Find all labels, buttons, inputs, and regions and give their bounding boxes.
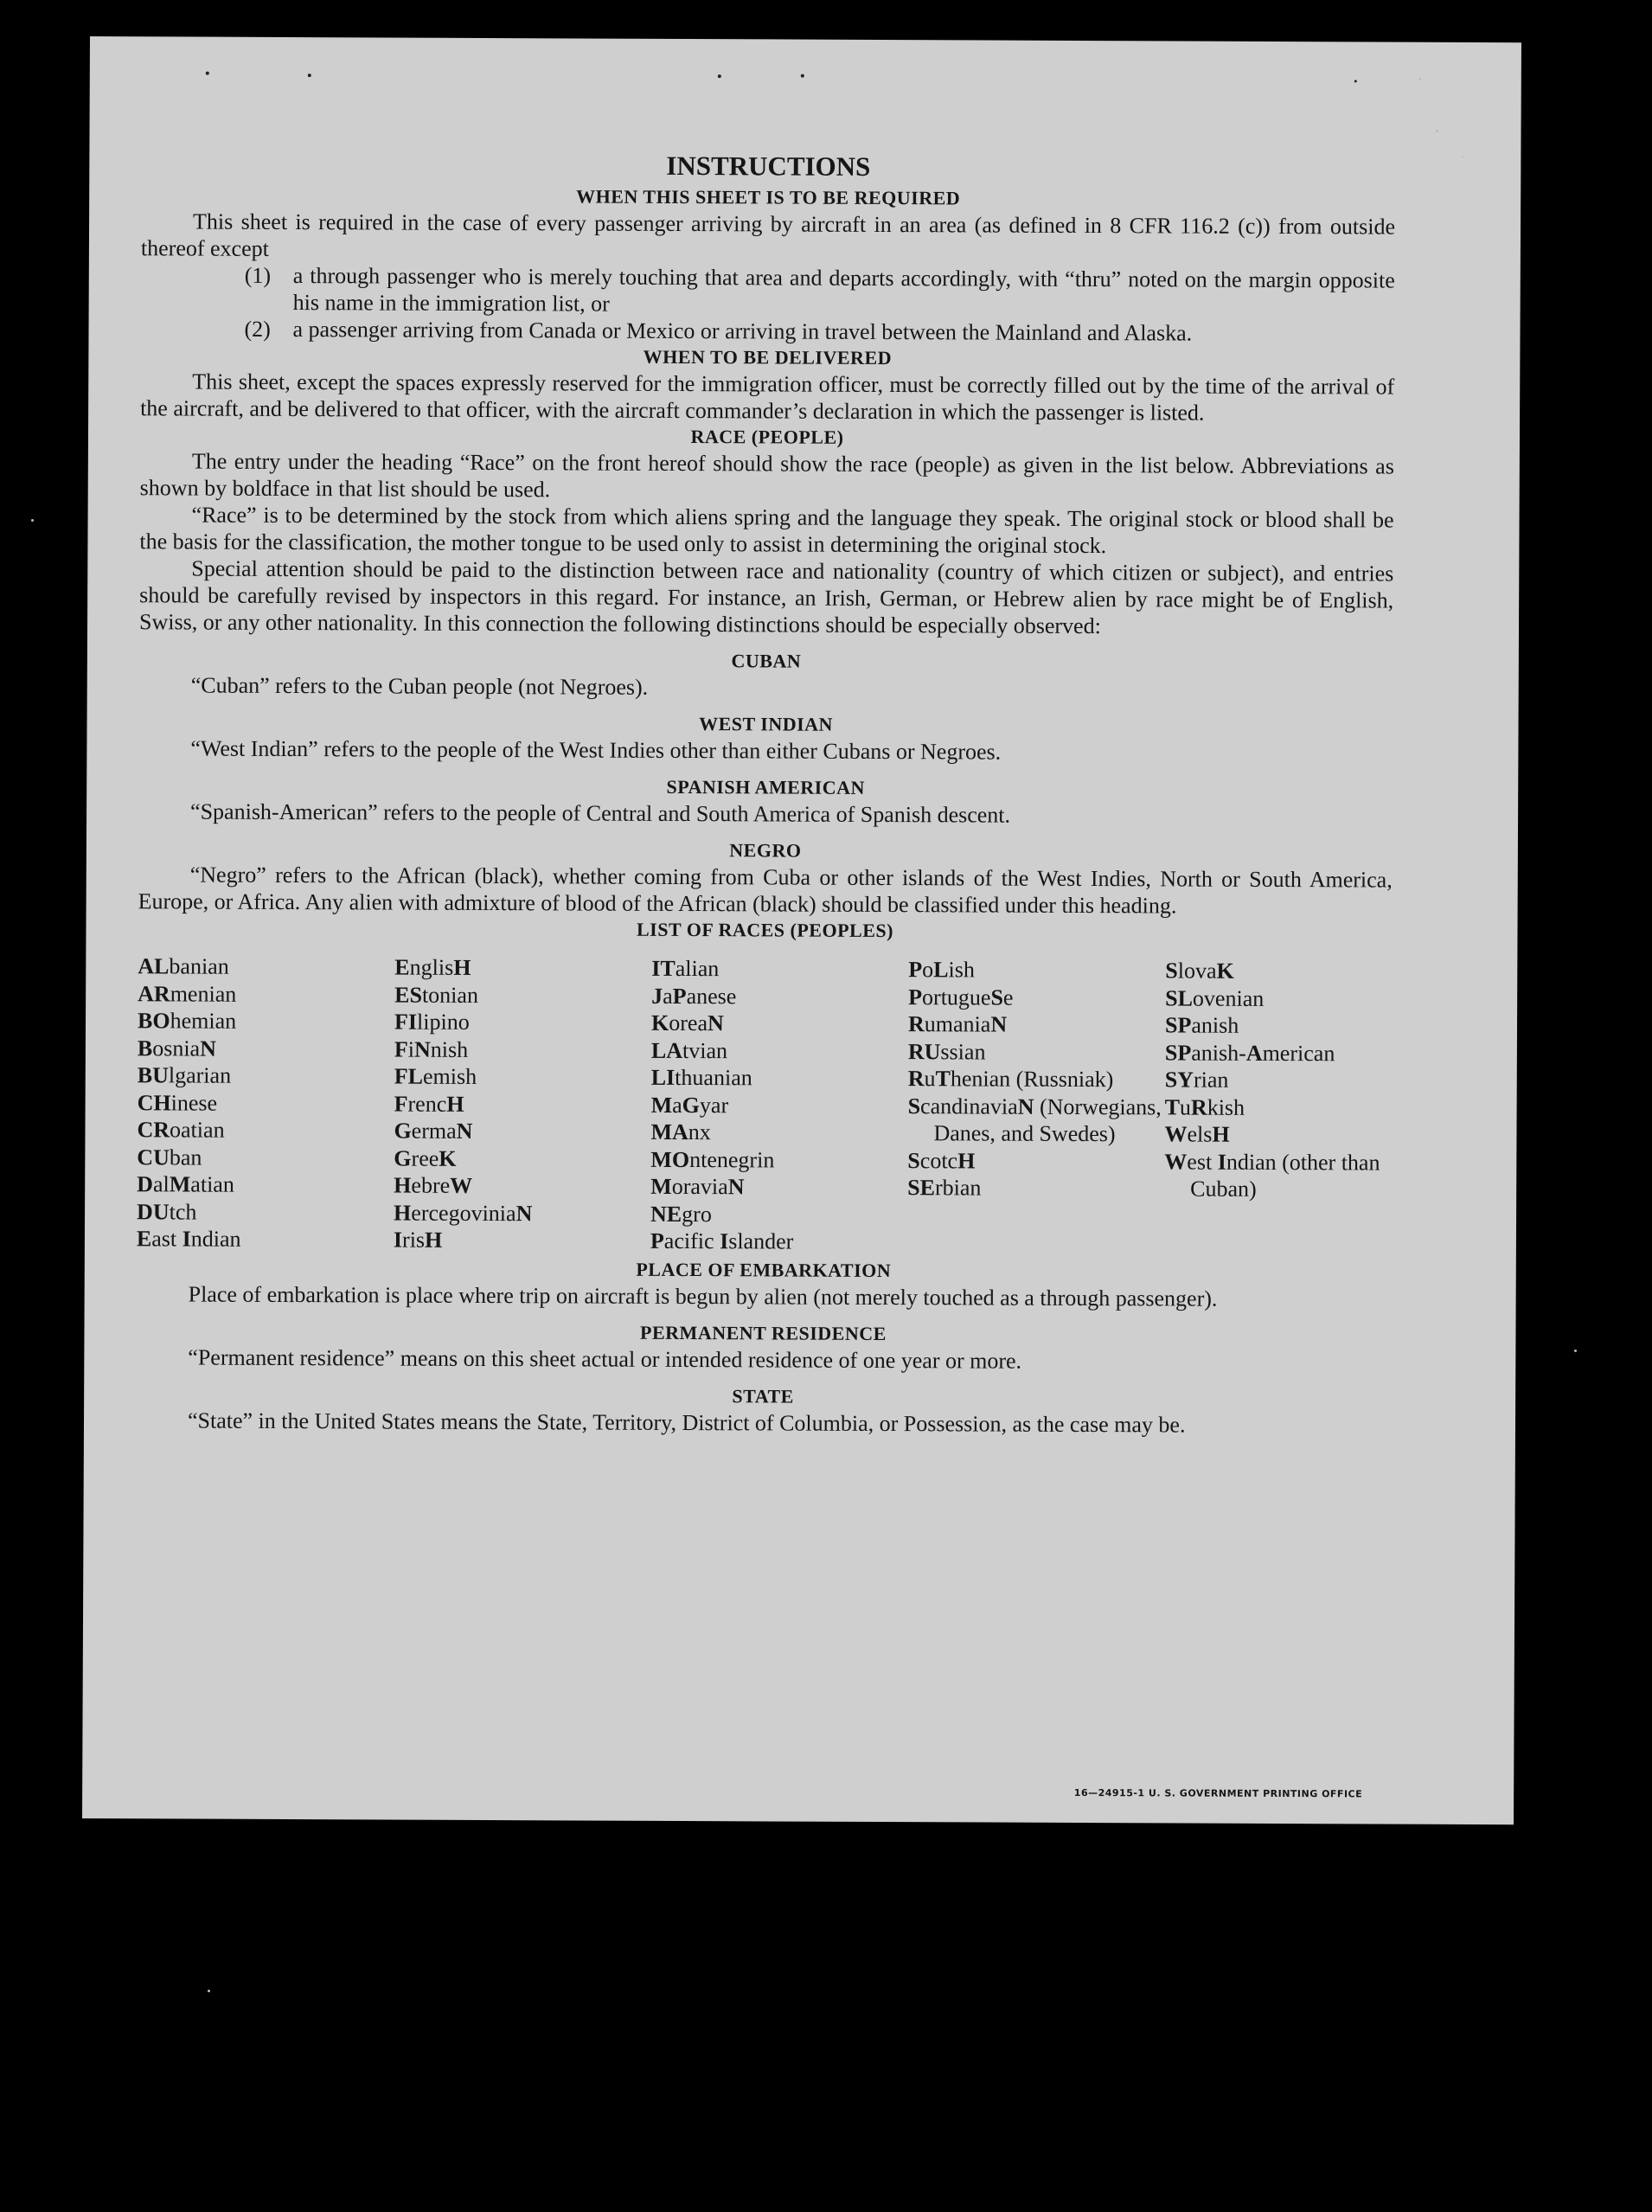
ink-speck [1354, 80, 1357, 82]
exception-item-1 [141, 261, 1395, 320]
instructions-content [136, 147, 1395, 1439]
race-paragraph-2: “Race” is to be determined by the stock from which aliens spring and the language they speak. The original stock or blood shall be the basis for the classification, the mother tongue to be used only to assist in determining the original stock. [139, 502, 1394, 559]
race-item: HercegoviniaN [394, 1200, 533, 1226]
spanish-american-text: “Spanish-American” refers to the people of Central and South America of Spanish descent. [190, 798, 1011, 828]
race-item: EnglisH [394, 954, 471, 980]
race-item: East Indian [136, 1226, 241, 1252]
race-item: PoLish [908, 957, 975, 983]
race-item: RumaniaN [907, 1011, 1008, 1037]
race-item: FLemish [394, 1063, 477, 1089]
exception-text: a through passenger who is merely touching that area and departs accordingly, with “thru” noted on the margin opposite his name in the immigration list, or [292, 263, 1395, 317]
required-intro: This sheet is required in the case of every passenger arriving by aircraft in an area (as defined in 8 CFR 116.2 (c)) from outside thereof except [140, 208, 1396, 261]
race-item: BUlgarian [137, 1062, 232, 1088]
embarkation-text: Place of embarkation is place where trip on aircraft is begun by alien (not merely touched as a through passenger). [188, 1281, 1218, 1311]
races-column-1 [137, 952, 395, 1253]
race-item: TuRkish [1164, 1093, 1245, 1120]
heading-delivered: WHEN TO BE DELIVERED [643, 345, 893, 369]
residence-text: “Permanent residence” means on this sheet actual or intended residence of one year or more. [188, 1344, 1022, 1374]
race-item: ScotcH [907, 1147, 976, 1173]
race-item: ITalian [651, 955, 720, 982]
races-column-4 [907, 956, 1166, 1257]
race-item: Pacific Islander [650, 1228, 794, 1254]
race-item: IrisH [393, 1227, 443, 1253]
printing-office-note: 16—24915-1 U. S. GOVERNMENT PRINTING OFFICE [1073, 1786, 1363, 1800]
race-item: GreeK [394, 1145, 457, 1171]
race-item: MOntenegrin [650, 1146, 775, 1172]
race-item: KoreaN [650, 1010, 724, 1036]
race-item: SLovenian [1165, 984, 1265, 1011]
race-item: LAtvian [650, 1037, 728, 1063]
race-item: ALbanian [138, 953, 229, 979]
races-column-5 [1164, 957, 1423, 1258]
race-item: RUssian [907, 1038, 986, 1065]
races-column-3 [650, 955, 909, 1256]
races-list [137, 952, 1392, 1258]
heading-negro: NEGRO [729, 839, 802, 862]
race-item: CUban [137, 1144, 202, 1170]
exception-number: (1) [244, 262, 272, 288]
race-item: CRoatian [137, 1117, 225, 1143]
race-item: PortugueSe [908, 984, 1014, 1010]
state-text: “State” in the United States means the State, Territory, District of Columbia, or Possession, as the case may be. [187, 1407, 1186, 1438]
race-item: HebreW [394, 1172, 473, 1198]
race-item: CHinese [137, 1089, 218, 1116]
heading-cuban: CUBAN [731, 650, 802, 672]
race-item: JaPanese [651, 983, 737, 1009]
heading-west-indian: WEST INDIAN [699, 713, 834, 735]
race-item: SYrian [1164, 1067, 1229, 1093]
race-item: SErbian [907, 1175, 982, 1201]
delivered-text: This sheet, except the spaces expressly reserved for the immigration officer, must be correctly filled out by the time of the arrival of the aircraft, and be delivered to that officer, with the aircraft commander’s declaration in which the passenger is listed. [140, 369, 1395, 426]
cuban-text: “Cuban” refers to the Cuban people (not Negroes). [190, 672, 649, 700]
heading-spanish-american: SPANISH AMERICAN [666, 775, 865, 798]
race-item: MaGyar [650, 1092, 729, 1118]
race-item: MAnx [650, 1119, 711, 1145]
dust-speck [208, 1990, 210, 1992]
race-item: SPanish [1164, 1012, 1239, 1038]
race-item: BosniaN [137, 1035, 216, 1061]
dust-speck [1418, 78, 1421, 80]
race-paragraph-1: The entry under the heading “Race” on the front hereof should show the race (people) as given in the list below. Abbreviations as shown by boldface in that list should be used. [139, 448, 1394, 503]
race-item: DalMatian [137, 1171, 234, 1197]
heading-residence: PERMANENT RESIDENCE [640, 1321, 887, 1344]
race-item: RuThenian (Russniak) [907, 1066, 1114, 1093]
races-column-2 [394, 954, 652, 1255]
dust-speck [1574, 1350, 1577, 1352]
race-item: NEgro [650, 1201, 712, 1227]
ink-speck [718, 74, 721, 78]
ink-speck [308, 74, 311, 77]
race-item: SlovaK [1165, 958, 1234, 984]
page-title: INSTRUCTIONS [666, 150, 871, 182]
race-item: ARmenian [138, 980, 237, 1007]
dust-speck [1462, 156, 1463, 157]
heading-state: STATE [732, 1384, 794, 1407]
ink-speck [801, 74, 804, 78]
west-indian-text: “West Indian” refers to the people of the West Indies other than either Cubans or Negroes. [190, 735, 1002, 765]
ink-speck [206, 72, 209, 75]
negro-text: “Negro” refers to the African (black), whether coming from Cuba or other islands of the West Indies, North or South America, Europe, or Africa. Any alien with admixture of blood of the African (black) should be classified under this heading. [138, 862, 1393, 919]
race-item: ScandinaviaN (Norwegians, Danes, and Swedes) [907, 1093, 1162, 1147]
race-item: SPanish-American [1164, 1039, 1335, 1066]
race-item: EStonian [394, 982, 479, 1008]
race-item: GermaN [394, 1118, 473, 1144]
race-item: FiNnish [394, 1036, 469, 1062]
heading-list-of-races: LIST OF RACES (PEOPLES) [636, 918, 894, 942]
race-paragraph-3: Special attention should be paid to the distinction between race and nationality (country of which citizen or subject), and entries should be carefully revised by inspectors in this regard. For instance, an Irish, German, or Hebrew alien by race might be of English, Swiss, or any other nationality. In this connection the following distinctions should be especially observed: [138, 555, 1394, 639]
race-item: BOhemian [137, 1008, 237, 1034]
document-sheet [82, 36, 1521, 1824]
race-item: MoraviaN [650, 1173, 745, 1200]
race-item: LIthuanian [650, 1064, 752, 1091]
heading-required: WHEN THIS SHEET IS TO BE REQUIRED [576, 185, 961, 209]
race-item: FrencH [394, 1091, 464, 1117]
exception-item-2 [140, 315, 1394, 347]
race-item: FIlipino [394, 1009, 470, 1035]
exception-number: (2) [244, 316, 271, 342]
race-item: DUtch [137, 1198, 197, 1225]
race-item: West Indian (other than Cuban) [1164, 1148, 1380, 1202]
dust-speck [31, 519, 34, 522]
heading-embarkation: PLACE OF EMBARKATION [636, 1258, 892, 1281]
dust-speck [1436, 130, 1438, 132]
exception-text: a passenger arriving from Canada or Mexico or arriving in travel between the Mainland and Alaska. [292, 317, 1193, 346]
race-item: WelsH [1164, 1121, 1230, 1147]
heading-race: RACE (PEOPLE) [690, 426, 844, 448]
